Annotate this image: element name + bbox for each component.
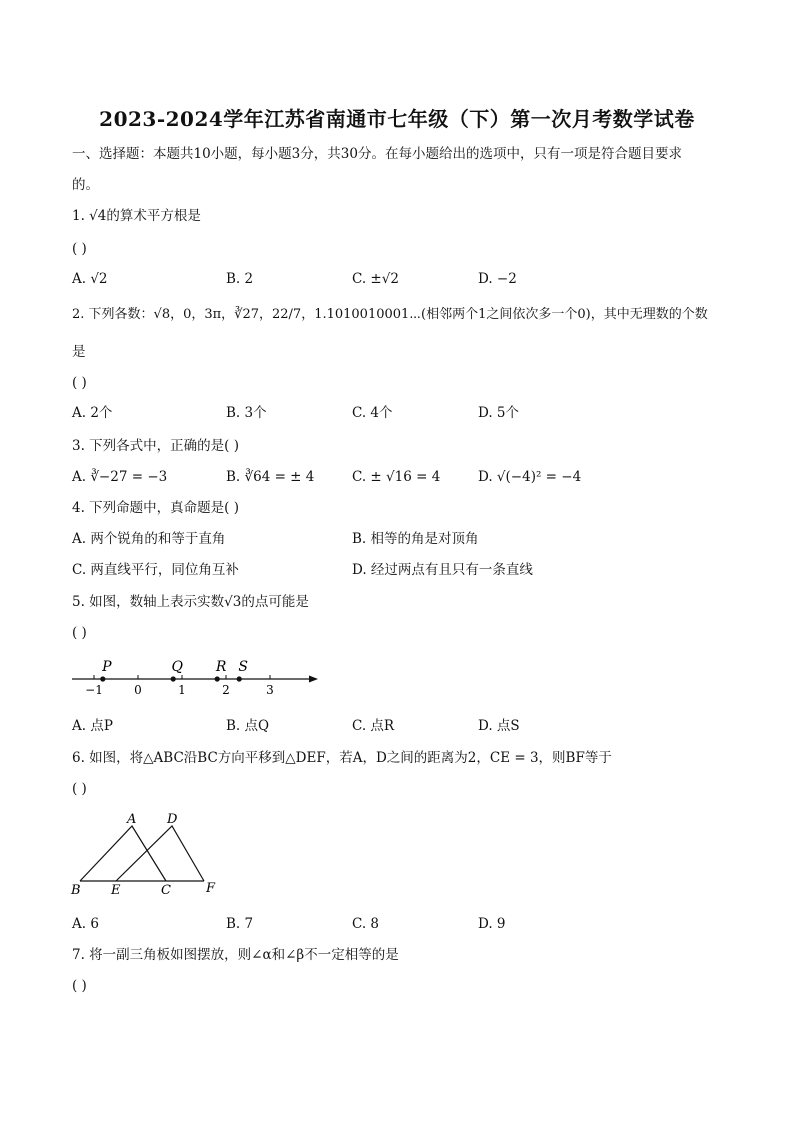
q1-option-c: C. ±√2 — [352, 271, 399, 287]
q3-option-c: C. ± √16 = 4 — [352, 469, 441, 485]
q6-option-b: B. 7 — [226, 916, 254, 932]
q5-option-c: C. 点R — [352, 718, 395, 734]
number-line-point-label: R — [215, 659, 227, 675]
q6-option-a: A. 6 — [72, 916, 99, 932]
question-1-stem: 1. √4的算术平方根是 — [72, 208, 201, 224]
label-d: D — [167, 812, 178, 827]
triangle-abc — [80, 826, 166, 881]
number-line-tick-label: −1 — [85, 683, 103, 697]
q3-option-b: B. ∛64 = ± 4 — [226, 469, 315, 485]
question-1-paren: ( ) — [72, 241, 87, 257]
question-5-paren: ( ) — [72, 625, 87, 641]
number-line-point-p — [100, 676, 105, 681]
q3-option-a: A. ∛−27 = −3 — [72, 469, 168, 485]
page-title: 2023-2024学年江苏省南通市七年级（下）第一次月考数学试卷 — [99, 107, 695, 131]
question-2-stem-cont: 是 — [72, 344, 86, 360]
number-line-point-r — [215, 676, 220, 681]
section-instruction-line1: 一、选择题：本题共10小题，每小题3分，共30分。在每小题给出的选项中，只有一项是符合题目要求 — [72, 146, 682, 162]
label-a: A — [127, 812, 137, 827]
q4-option-a: A. 两个锐角的和等于直角 — [72, 531, 226, 547]
label-f: F — [206, 881, 216, 896]
q4-option-b: B. 相等的角是对顶角 — [352, 531, 479, 547]
q2-option-c: C. 4个 — [352, 405, 393, 421]
number-line-point-label: P — [102, 659, 112, 675]
q4-option-d: D. 经过两点有且只有一条直线 — [352, 562, 533, 578]
number-line-arrow — [309, 676, 318, 683]
q2-option-d: D. 5个 — [478, 405, 520, 421]
label-e: E — [111, 883, 121, 898]
number-line-tick-label: 3 — [266, 683, 274, 697]
q2-option-b: B. 3个 — [226, 405, 267, 421]
q1-option-a: A. √2 — [72, 271, 108, 287]
question-7-paren: ( ) — [72, 978, 87, 994]
question-6-paren: ( ) — [72, 781, 87, 797]
number-line-tick-label: 1 — [178, 683, 186, 697]
q5-option-b: B. 点Q — [226, 718, 270, 734]
question-7-stem: 7. 将一副三角板如图摆放，则∠α和∠β不一定相等的是 — [72, 947, 399, 963]
number-line-point-label: Q — [171, 659, 183, 675]
number-line-tick-label: 2 — [222, 683, 230, 697]
q1-option-d: D. −2 — [478, 271, 517, 287]
question-5-stem: 5. 如图，数轴上表示实数√3的点可能是 — [72, 594, 309, 610]
q1-option-b: B. 2 — [226, 271, 254, 287]
question-6-stem: 6. 如图，将△ABC沿BC方向平移到△DEF，若A，D之间的距离为2，CE = 3，则BF等于 — [72, 750, 612, 766]
number-line-figure — [66, 650, 328, 700]
question-2-paren: ( ) — [72, 375, 87, 391]
q3-option-d: D. √(−4)² = −4 — [478, 469, 582, 485]
label-c: C — [161, 883, 171, 898]
q6-option-d: D. 9 — [478, 916, 506, 932]
number-line-point-label: S — [238, 659, 248, 675]
label-b: B — [71, 883, 81, 898]
question-3-stem: 3. 下列各式中，正确的是( ) — [72, 438, 239, 454]
q2-option-a: A. 2个 — [72, 405, 113, 421]
q5-option-a: A. 点P — [72, 718, 113, 734]
question-2-stem: 2. 下列各数：√8，0，3π，∛27，22/7，1.1010010001⋯(相邻两个1之间依次多一个0)，其中无理数的个数 — [72, 307, 708, 322]
q6-option-c: C. 8 — [352, 916, 380, 932]
number-line-point-s — [237, 676, 242, 681]
q4-option-c: C. 两直线平行，同位角互补 — [72, 562, 239, 578]
triangle-def — [116, 826, 204, 881]
question-4-stem: 4. 下列命题中，真命题是( ) — [72, 500, 239, 516]
number-line-tick-label: 0 — [134, 683, 142, 697]
section-instruction-line2: 的。 — [72, 177, 99, 193]
q5-option-d: D. 点S — [478, 718, 520, 734]
number-line-point-q — [171, 676, 176, 681]
translated-triangles-figure — [66, 808, 226, 900]
